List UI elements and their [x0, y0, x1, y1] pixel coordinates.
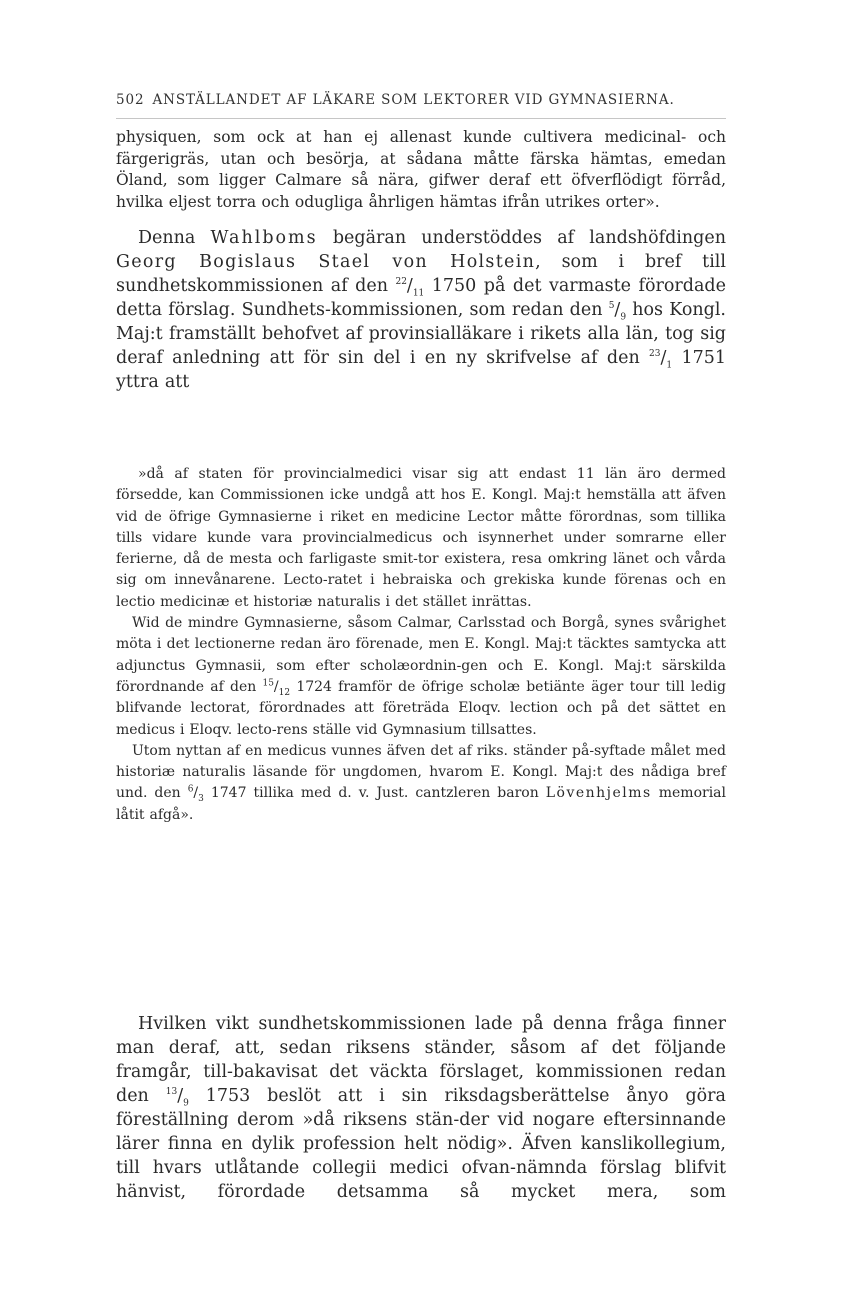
quotation-block: [116, 464, 726, 826]
paragraph-wahlbom: [116, 226, 726, 394]
paragraph-2: Denna Wahlboms begäran understöddes af landshöfdingen Georg Bogislaus Stael von Holstein, som i bref till sundhetskommissionen af den $^{22}/_{11}$ 1750 på det varmaste förordade detta förslag. Sundhets-kommissionen, som redan den $^5/_9$ hos Kongl. Maj:t framställt behofvet af provinsialläkare i rikets alla län, tog sig deraf anledning att för sin del i en ny skrifvelse af den $^{23}/_1$ 1751 yttra att: [116, 228, 726, 392]
quote-paragraph-3: Utom nyttan af en medicus vunnes äfven det af riks. ständer på-syftade målet med historiæ naturalis läsande för ungdomen, hvarom E. Kongl. Maj:t des nådiga bref und. den $^6/_3$ 1747 tillika med d. v. Just. cantzleren baron Lövenhjelms memorial låtit afgå».: [116, 742, 726, 823]
date-fraction: $^{13}/_9$: [165, 1086, 189, 1109]
paragraph-3: Hvilken vikt sundhetskommissionen lade på denna fråga finner man deraf, att, sedan riksens ständer, såsom af det följande framgår, till-bakavisat det väckta förslaget, kommissionen redan den $^{13}/_9$ 1753 beslöt att i sin riksdagsberättelse ånyo göra föreställning derom »då riksens stän-der vid nogare eftersinnande lärer finna en dylik profession helt nödig». Äfven kanslikollegium, till hvars utlåtande collegii medici ofvan-nämnda förslag blifvit hänvist, förordade detsamma så mycket mera, som: [116, 1014, 726, 1202]
quote-paragraph-2: Wid de mindre Gymnasierne, såsom Calmar, Carlsstad och Borgå, synes svårighet möta i det lectionerne redan äro förenade, men E. Kongl. Maj:t täcktes samtycka att adjunctus Gymnasii, som efter scholæordnin-gen och E. Kongl. Maj:t särskilda förordnande af den $^{15}/_{12}$ 1724 framför de öfrige scholæ betiänte äger tour till ledig blifvande lectorat, förordnades att företräda Eloqv. lection och på det sättet en medicus i Eloqv. lecto-rens ställe vid Gymnasium tillsattes.: [116, 615, 726, 738]
header-rule: [116, 118, 726, 119]
running-title: ANSTÄLLANDET AF LÄKARE SOM LEKTORER VID GYMNASIERNA.: [152, 92, 675, 108]
date-fraction: $^{15}/_{12}$: [262, 678, 291, 698]
page-number: 502: [116, 92, 145, 108]
date-fraction: $^{23}/_1$: [649, 348, 673, 371]
paragraph-commission: [116, 1012, 726, 1204]
person-name-stael: Georg Bogislaus Stael von Holstein: [116, 252, 536, 272]
paragraph-1: physiquen, som ock at han ej allenast kunde cultivera medicinal- och färgerigräs, utan och besörja, at sådana måtte färska hämtas, emedan Öland, som ligger Calmare så nära, gifwer deraf ett öfverflödigt förråd, hvilka eljest torra och odugliga åhrligen hämtas ifrån utrikes orter».: [116, 128, 726, 211]
date-fraction: $^5/_9$: [608, 300, 627, 323]
person-name-lovenhjelm: Lövenhjelms: [545, 785, 652, 802]
date-fraction: $^6/_3$: [187, 784, 204, 805]
person-name-wahlbom: Wahlboms: [210, 228, 318, 248]
date-fraction: $^{22}/_{11}$: [395, 276, 425, 299]
quote-paragraph-1: »då af staten för provincialmedici visar sig att endast 11 län äro dermed försedde, kan Commissionen icke undgå att hos E. Kongl. Maj:t hemställa att äfven vid de öfrige Gymnasierne i riket en medicine Lector måtte förordnas, som tillika tills vidare kunde vara provincialmedicus och isynnerhet under somrarne eller ferierne, då de mesta och farligaste smit-tor existera, resa omkring länet och vårda sig om innevånarene. Lecto-ratet i hebraiska och grekiska kunde förenas och en lectio medicinæ et historiæ naturalis i det stället inrättas.: [116, 466, 726, 610]
paragraph-continuation: [116, 127, 726, 213]
running-header: [116, 92, 726, 112]
